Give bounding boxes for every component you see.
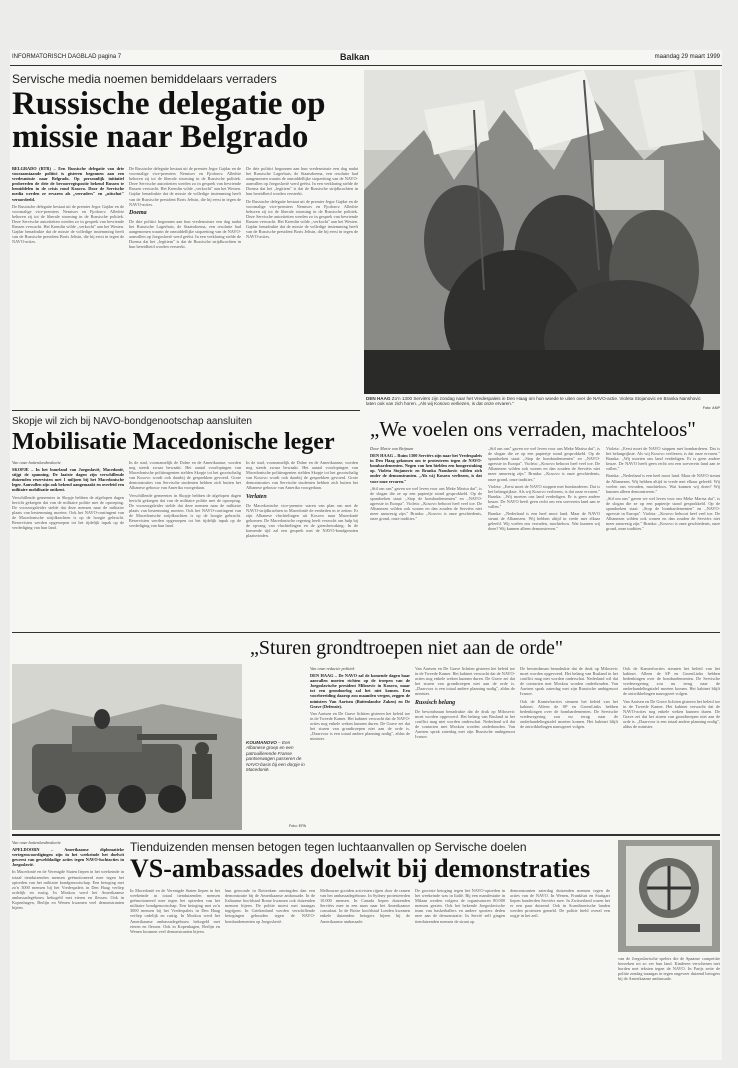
haag-body-cont2: „Stil om ons" gaven we wel leven voor ons Meke Marisa dat", is de slogan die ze op een papiertje stond gesprokkeld. Op de spandoeken staat: ,,Stop de bombardementen" en ,,NAVO-agressie in Europa". Violeta: ,,Kosovo behoort heel veel toe. De Albanezen wilden ook wonen en dan zouden de Serviërs niet meer aanwezig zijn." Branka: ,,Kosovo is onze geschiedenis, onze grond, onze tradities." [606, 495, 720, 532]
photo1-caption-text: Zo'n 1300 Serviërs zijn zondag naar het Vredespaleis in Den Haag om hun woede te uiten over de NAVO-actie. Violeta Stojanovic en Branka Nanshovic laten ook van zich horen. „Als wij Kosovo verliezen, is dat onze ervaren." [366, 396, 701, 407]
article3-kicker: Tienduizenden mensen betogen tegen luchtaanvallen op Servische doelen [130, 840, 527, 854]
grond-column-2 [415, 666, 515, 830]
article1-headline-1: Russische delegatie op [12, 86, 326, 122]
protest-sign-photo [618, 840, 720, 952]
article1-body: De Russische delegatie bestaat uit de premier Jegor Gajdar en de voormalige vice-premiers Nemtsov en Fjodorov. Alledrie behoren zij tot de liberale stroming in de Russische politiek. Deze Servische autoriteiten werden zo in gesprek van bevriende Russen verwacht. Het Kremlin wilde ,,verkocht" aan het Westen. Gajdar benadrukte dat de missie de volledige instemming heeft van de Russische president Boris Jeltsin, die hij eerst in tegen de NAVO-acties. [12, 203, 124, 245]
newspaper-page [10, 50, 722, 1060]
article1-kicker: Servische media noemen bemiddelaars verraders [12, 72, 277, 86]
grond-subhead: Russisch belang [415, 699, 456, 706]
photo1-credit: Foto: ANP [702, 406, 720, 410]
photo1-caption-place: DEN HAAG [366, 396, 391, 401]
article1-body2: De drie politici begonnen aan hun vredesmissie een dag nadat het Russische Lagerhuis, de Staatsdoema, een resolutie had aangenomen waarin de onmiddellijke stopzetting van de NAVO-aanvallen op Joegoslavië werd geëist. In een verklaring stelde de Doema dat het ,,legitiem" is dat de Russische strijdkrachten in hun bereidheid worden versterkt. [129, 218, 241, 250]
article3-column-5 [415, 888, 505, 1054]
divider [12, 834, 720, 836]
haag-body3-cont: Branka: ,,Nederland is een heel mooi land. Maar de NAVO steunt de Albanezen. Wij hebben altijd in vrede met elkaar geleefd. Wij voelen ons verraden, machteloos. Wat kunnen wij doen? Wij kunnen alleen demonstreren." [606, 473, 720, 494]
publication-date: maandag 29 maart 1999 [654, 54, 720, 60]
article1-body2-cont: De drie politici begonnen aan hun vredesmissie een dag nadat het Russische Lagerhuis, de Staatsdoema, een resolutie had aangenomen waarin de onmiddellijke stopzetting van de NAVO-aanvallen op Joegoslavië werd geëist. In een verklaring stelde de Doema dat het ,,legitiem" is dat de Russische strijdkrachten in hun bereidheid worden versterkt. [246, 166, 358, 197]
article3-body4: De grootste betoging tegen het NAVO-optreden in het weekeinde was in Italië. Bij een manifestatie in Milaan werden volgens de organisatoren 80.000 mensen gezien. Ook het bekende Joegoslavische team van basketballers en andere sporters deden mee aan de demonstratie. In Servië zelf gingen tienduizenden mensen de straat op. [415, 888, 505, 924]
article1-headline-2: missie naar Belgrado [12, 119, 309, 155]
page-header [10, 50, 722, 66]
demonstration-photo [364, 70, 720, 394]
article3-headline: VS-ambassades doelwit bij demonstraties [130, 854, 591, 883]
photo2-credit: Foto: EPA [288, 824, 306, 828]
haag-body3: Branka: ,,Nederland is een heel mooi land. Maar de NAVO steunt de Albanezen. Wij hebben altijd in vrede met elkaar geleefd. Wij voelen ons verraden, machteloos. Wat kunnen wij doen? Wij kunnen alleen demonstreren." [488, 511, 600, 532]
haag-column-3 [606, 446, 720, 616]
article2-body2-cont: In de stad, voornamelijk de Dolne en de Amerikaanse, worden nog steeds zwaar bewaakt. Het aantal voorlopingen van Macedonische politieagenten stelden Skopje tot het grootschalig van Kosovo wordt ook daarbij de gesprekken gevoerd. Grote demonstraties van Servische studenten hebben zich buiten het Albanese gebouw van Amerika voorgedaan. [246, 460, 358, 491]
article2-lead: SKOPJE – In het buurland van Joegoslavië, Macedonië, stijgt de spanning. De laatste dagen zijn verschillende duizenden reservisten met 1 miljoen bij het Macedonische leger. Aanvullen zijn ook bekend aangemaakt en overleid een militaire mobilisatie ontkent. [12, 467, 124, 493]
grond-body2-cont: De bewindsman benadrukte dat de druk op Milosevic moet worden opgevoerd. Het belang van Rusland in het conflict mag niet worden onderschat. Nederland wil dat de contacten met Moskou worden onderhouden. Van Aartsen sprak zaterdag met zijn Russische ambtgenoot Ivanov. [520, 666, 618, 697]
divider [12, 410, 360, 411]
article2-subhead: Verlaten [246, 493, 267, 500]
article3-column-4 [320, 888, 410, 1054]
grond-body-cont2: Van Aartsen en De Grave lichtten gisteren het beleid toe in de Tweede Kamer. Het kabinet verwacht dat de NAVO-acties nog enkele weken kunnen duren. De Grave zei dat het sturen van grondtroepen niet aan de orde is. ,,Daarvoor is een totaal andere planning nodig", aldus de minister. [623, 698, 720, 730]
grond-byline: Van onze redactie politiek [310, 666, 355, 671]
article3-byline: Van onze buitenlandredactie [12, 840, 61, 845]
article3-lead: APELDOORN – Amerikaanse diplomatieke vertegenwoordigingen zijn in het weekeinde het doelwit geweest van gewelddadige acties tegen NAVO-luchtacties in Joegoslavië. [12, 847, 124, 868]
article3-body5: demonstranten zaterdag duizenden mensen tegen de acties van de NAVO. In Wenen, Frankfurt en Stuttgart liepen honderden Serviërs mee. In Zwitserland waren het er een paar duizend. Ook in Scandinavische landen werden protesten gemeld. De politie hield overal een oogje in het zeil. [510, 888, 610, 919]
haag-body2: Violeta: ,,Eerst moet de NAVO stoppen met bombarderen. Dat is het belangrijkste. Als wij Kosovo verliezen, is dat onze ervaren." Branka: ,,Wij moeten ons land verdedigen. Er is geen andere keuze. De NAVO heeft geen recht om een soeverein land aan te vallen." [488, 483, 600, 510]
divider [12, 632, 720, 633]
article2-body: Verschillende gemeentes in Skopje hebben de afgelopen dagen bericht gekregen dat van de militaire politie met de oproeping. De voorzorgsleider stelde dat deze mensen naar de militaire plaats van bestemming moeten. Ook het NAVO-contingent van de Macedonische strijdkrachten is op de hoogte gebracht. Reservisten werden opgeroepen tot het tijdelijk inpak op de verdediging van hun land. [12, 494, 124, 531]
article2-column-1 [12, 460, 124, 628]
article2-column-3 [246, 460, 358, 628]
article3-body-cont: In Macedonië en de Verenigde Staten liepen in het weekeinde in totaal tienduizenden mensen geëmotioneerd mee tegen het optreden van het militaire bondgenootschap. Een betoging met zo'n 3000 mensen bij het Vredespaleis in Den Haag verliep ordelijk en rustig. In Moskou werd het Amerikaanse ambassadegebouw bekogeld met eieren en flessen. Ook in Kopenhagen, Berlijn en Wenen kwamen veel demonstranten bijeen. [130, 888, 220, 934]
grond-body2: De bewindsman benadrukte dat de druk op Milosevic moet worden opgevoerd. Het belang van Rusland in het conflict mag niet worden onderschat. Nederland wil dat de contacten met Moskou worden onderhouden. Van Aartsen sprak zaterdag met zijn Russische ambtgenoot Ivanov. [415, 708, 515, 740]
section-title: Balkan [340, 52, 370, 62]
tank-photo [12, 664, 242, 830]
grond-column-3 [520, 666, 618, 830]
article3-body6: van de Joegoslavische spelers die de Spaanse competitie bezoeken tot zo ver hun land. Kinderen verschenen met borden met teksten tegen de NAVO. In Parijs zette de politie zondag traangas in tegen ongeveer duizend betogers bij de Amerikaanse ambassade. [618, 956, 720, 982]
grond-body-cont: Van Aartsen en De Grave lichtten gisteren het beleid toe in de Tweede Kamer. Het kabinet verwacht dat de NAVO-acties nog enkele weken kunnen duren. De Grave zei dat het sturen van grondtroepen niet aan de orde is. ,,Daarvoor is een totaal andere planning nodig", aldus de minister. [415, 666, 515, 697]
newspaper-name: INFORMATORISCH DAGBLAD pagina 7 [12, 54, 122, 60]
haag-body: „Stil om ons" gaven we wel leven voor ons Meke Marisa dat", is de slogan die ze op een papiertje stond gesprokkeld. Op de spandoeken staat: ,,Stop de bombardementen" en ,,NAVO-agressie in Europa". Violeta: ,,Kosovo behoort heel veel toe. De Albanezen wilden ook wonen en dan zouden de Serviërs niet meer aanwezig zijn." Branka: ,,Kosovo is onze geschiedenis, onze grond, onze tradities." [370, 485, 482, 522]
grond-lead: DEN HAAG – De NAVO zal de komende dagen haar aanvallen moeten richten op de troepen van de Joegoslavische president Milosevic in Kosovo, maar tot een grondoorlog zal het niet komen. Een voorbereiding daarop zou maanden vergen, zeggen de ministers Van Aartsen (Buitenlandse Zaken) en De Grave (Defensie). [310, 673, 410, 709]
article3-column-7 [618, 956, 720, 1054]
article2-body3: De Macedonische vice-premier waren van plan om met de NAVO-strijdkrachten in Macedonië de eenheden in te zetten. Er zijn Albanese vluchtelingen uit Kosovo naar Macedonië gekomen. De Macedonische regering heeft verzocht om hulp bij de opvang van vluchtelingen en de grensbewaking. In de komende tijd zal een gesprek met de NAVO-bondgenoten plaatsvinden. [246, 502, 358, 539]
grond-body3: Ook de Kamerfracties steunen het beleid van het kabinet. Alleen de SP en GroenLinks hebben bedenkingen over de bombardementen. De Servische vredesregering zou nu terug naar de onderhandelingstafel moeten komen. Het kabinet blijft de ontwikkelingen nauwgezet volgen. [520, 698, 618, 730]
article2-column-2 [129, 460, 241, 628]
haag-column-1 [370, 446, 482, 616]
quote1-headline: „We voelen ons verraden, machteloos" [370, 417, 696, 441]
article1-subhead: Doema [129, 209, 147, 216]
haag-body-cont: „Stil om ons" gaven we wel leven voor ons Meke Marisa dat", is de slogan die ze op een papiertje stond gesprokkeld. Op de spandoeken staat: ,,Stop de bombardementen" en ,,NAVO-agressie in Europa". Violeta: ,,Kosovo behoort heel veel toe. De Albanezen wilden ook wonen en dan zouden de Serviërs niet meer aanwezig zijn." Branka: ,,Kosovo is onze geschiedenis, onze grond, onze tradities." [488, 446, 600, 482]
grond-body3-cont: Ook de Kamerfracties steunen het beleid van het kabinet. Alleen de SP en GroenLinks hebben bedenkingen over de bombardementen. De Servische vredesregering zou nu terug naar de onderhandelingstafel moeten komen. Het kabinet blijft de ontwikkelingen nauwgezet volgen. [623, 666, 720, 697]
article1-column-3 [246, 166, 358, 402]
haag-body2-cont: Violeta: ,,Eerst moet de NAVO stoppen met bombarderen. Dat is het belangrijkste. Als wij Kosovo verliezen, is dat onze ervaren." Branka: ,,Wij moeten ons land verdedigen. Er is geen andere keuze. De NAVO heeft geen recht om een soeverein land aan te vallen." [606, 446, 720, 472]
article3-body: In Macedonië en de Verenigde Staten liepen in het weekeinde in totaal tienduizenden mensen geëmotioneerd mee tegen het optreden van het militaire bondgenootschap. Een betoging met zo'n 3000 mensen bij het Vredespaleis in Den Haag verliep ordelijk en rustig. In Moskou werd het Amerikaanse ambassadegebouw bekogeld met eieren en flessen. Ook in Kopenhagen, Berlijn en Wenen kwamen veel demonstranten bijeen. [12, 869, 124, 911]
article1-column-2 [129, 166, 241, 402]
article1-body-cont2: De Russische delegatie bestaat uit de premier Jegor Gajdar en de voormalige vice-premiers Nemtsov en Fjodorov. Alledrie behoren zij tot de liberale stroming in de Russische politiek. Deze Servische autoriteiten werden zo in gesprek van bevriende Russen verwacht. Het Kremlin wilde ,,verkocht" aan het Westen. Gajdar benadrukte dat de missie de volledige instemming heeft van de Russische president Boris Jeltsin, die hij eerst in tegen de NAVO-acties. [246, 198, 358, 240]
article3-body2: hun getoonde in Rotterdam omringden dan een demonstratie bij de Amerikaanse ambassade. In de Italiaanse hoofdstad Rome kwamen ook duizenden mensen bijeen. De politie moest met traangas ingrijpen. In Griekenland werden verschillende betogingen gehouden tegen de NAVO-bombardementen op Joegoslavië. [225, 888, 315, 924]
article1-lead: BELGRADO (RTR) – Een Russische delegatie van drie vooraanstaande politici is gisteren begonnen aan een vredesmissie naar Belgrado. Op persoonlijk initiatief probeerden de drie de bevoorregtspostie bekend Russen te bemiddelen in de crisis rond Kosovo. Door de Servische media werden ze ervaren als ,,verraders" en ,,uitschot" veroordeeld. [12, 166, 124, 202]
article1-body-cont: De Russische delegatie bestaat uit de premier Jegor Gajdar en de voormalige vice-premiers Nemtsov en Fjodorov. Alledrie behoren zij tot de liberale stroming in de Russische politiek. Deze Servische autoriteiten werden zo in gesprek van bevriende Russen verwacht. Het Kremlin wilde ,,verkocht" aan het Westen. Gajdar benadrukte dat de missie de volledige instemming heeft van de Russische president Boris Jeltsin, die hij eerst in tegen de NAVO-acties. [129, 166, 241, 207]
photo2-caption-text: – Een Albanese groep en een patrouillerende Franse pantserwagen passeren de NAVO-basis bij een dorpje in Macedonië. [246, 740, 305, 773]
article2-body-cont: Verschillende gemeentes in Skopje hebben de afgelopen dagen bericht gekregen dat van de militaire politie met de oproeping. De voorzorgsleider stelde dat deze mensen naar de militaire plaats van bestemming moeten. Ook het NAVO-contingent van de Macedonische strijdkrachten is op de hoogte gebracht. Reservisten werden opgeroepen tot het tijdelijk inpak op de verdediging van hun land. [129, 492, 241, 529]
article3-column-6 [510, 888, 610, 1054]
article2-byline: Van onze buitenlandredactie [12, 460, 61, 465]
article1-column-1 [12, 166, 124, 402]
article2-kicker: Skopje wil zich bij NAVO-bondgenootschap aansluiten [12, 416, 252, 427]
grond-body: Van Aartsen en De Grave lichtten gisteren het beleid toe in de Tweede Kamer. Het kabinet verwacht dat de NAVO-acties nog enkele weken kunnen duren. De Grave zei dat het sturen van grondtroepen niet aan de orde is. ,,Daarvoor is een totaal andere planning nodig", aldus de minister. [310, 710, 410, 742]
haag-lead: DEN HAAG – Ruim 1300 Serviërs zijn naar het Vredespaleis in Den Haag gekomen om te protesteren tegen de NAVO-bombardementen. Negen van hen hielden een hongerstaking op. Violeta Stojanovic en Branka Nanshovic wilden zich onder de demonstranten. „Als wij Kosovo verliezen, is dat voor onze ervaren." [370, 453, 482, 484]
quote2-headline: „Sturen grondtroepen niet aan de orde" [250, 637, 564, 659]
article3-body3: Melbourne gooiden activisten rijpen door de ramen van het ambassadegebouw. In Sydney protesteerden 10.000 mensen. In Canada liepen duizenden Serviërs mee in een mars naar het Amerikaanse consulaat. In de Britse hoofdstad Londen kwamen enkele duizenden betogers bijeen bij de Amerikaanse ambassade. [320, 888, 410, 924]
grond-column-4 [623, 666, 720, 830]
photo1-caption [366, 396, 712, 407]
article2-body2: In de stad, voornamelijk de Dolne en de Amerikaanse, worden nog steeds zwaar bewaakt. Het aantal voorlopingen van Macedonische politieagenten stelden Skopje tot het grootschalig van Kosovo wordt ook daarbij de gesprekken gevoerd. Grote demonstraties van Servische studenten hebben zich buiten het Albanese gebouw van Amerika voorgedaan. [129, 460, 241, 491]
haag-byline: Door Marie van Beijnum [370, 446, 414, 451]
article3-column-2 [130, 888, 220, 1054]
photo2-caption [246, 740, 306, 772]
article3-column-3 [225, 888, 315, 1054]
grond-column-1 [310, 666, 410, 830]
article2-headline: Mobilisatie Macedonische leger [12, 429, 335, 455]
haag-column-2 [488, 446, 600, 616]
photo2-caption-place: KOUMANOVO [246, 740, 277, 745]
article3-column-1 [12, 840, 124, 1054]
